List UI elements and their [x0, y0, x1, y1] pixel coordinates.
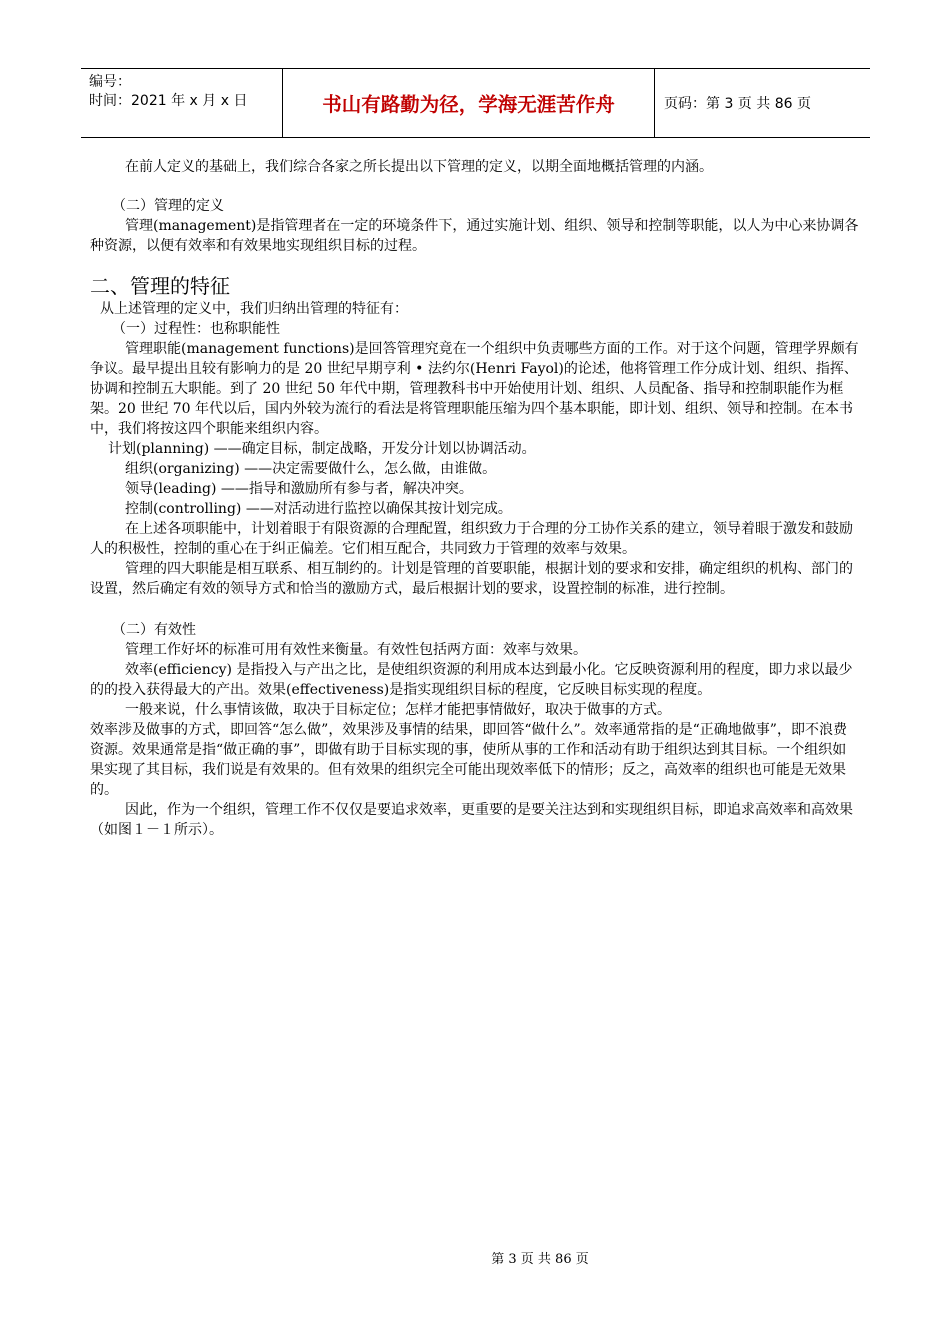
paragraph-efficiency: 效率(efficiency) 是指投入与产出之比，是使组织资源的利用成本达到最小化。它反映资源利用的程度，即力求以最少的的投入获得最大的产出。效果(effectiveness)是指实现组织目标的程度，它反映目标实现的程度。: [90, 662, 853, 698]
header-page-info: 页码：第 3 页 共 86 页: [664, 96, 811, 112]
paragraph-relations: 管理的四大职能是相互联系、相互制约的。计划是管理的首要职能，根据计划的要求和安排，确定组织的机构、部门的设置，然后确定有效的领导方式和恰当的激励方式，最后根据计划的要求，设置控制的标准，进行控制。: [90, 561, 853, 597]
document-body: [90, 157, 860, 840]
paragraph-features-intro: 从上述管理的定义中，我们归纳出管理的特征有：: [100, 301, 408, 317]
header-motto: 书山有路勤为径，学海无涯苦作舟: [283, 69, 655, 137]
paragraph-roles: 在上述各项职能中，计划着眼于有限资源的合理配置，组织致力于合理的分工协作关系的建立，领导着眼于激发和鼓励人的积极性，控制的重心在于纠正偏差。它们相互配合，共同致力于管理的效率与效果。: [90, 521, 853, 557]
paragraph-comparison: 效率涉及做事的方式，即回答“怎么做”，效果涉及事情的结果，即回答“做什么”。效率通常指的是“正确地做事”，即不浪费资源。效果通常是指“做正确的事”，即做有助于目标实现的事，使所从事的工作和活动有助于组织达到其目标。一个组织如果实现了其目标，我们说是有效果的。但有效果的组织完全可能出现效率低下的情形；反之，高效率的组织也可能是无效果的。: [90, 722, 847, 798]
header-meta: [81, 69, 283, 137]
section-heading: 二、管理的特征: [90, 274, 230, 298]
paragraph-definition: 管理(management)是指管理者在一定的环境条件下，通过实施计划、组织、领导和控制等职能，以人为中心来协调各种资源，以便有效率和有效果地实现组织目标的过程。: [90, 218, 859, 254]
function-leading: 领导(leading) ——指导和激励所有参与者，解决冲突。: [125, 481, 473, 497]
date-label: 时间：2021 年 x 月 x 日: [89, 93, 248, 109]
paragraph-functions: 管理职能(management functions)是回答管理究竟在一个组织中负责哪些方面的工作。对于这个问题，管理学界颇有争议。最早提出且较有影响力的是 20 世纪早期亨利 • 法约尔(Henri Fayol)的论述，他将管理工作分成计划、组织、指挥、协调和控制五大职能。到了 20 世纪 50 年代中期，管理教科书中开始使用计划、组织、人员配备、指导和控制职能作为框架。20 世纪 70 年代以后，国内外较为流行的看法是将管理职能压缩为四个基本职能，即计划、组织、领导和控制。在本书中，我们将按这四个职能来组织内容。: [90, 341, 859, 437]
function-controlling: 控制(controlling) ——对活动进行监控以确保其按计划完成。: [125, 501, 512, 517]
paragraph-conclusion: 因此，作为一个组织，管理工作不仅仅是要追求效率，更重要的是要关注达到和实现组织目标，即追求高效率和高效果（如图１－１所示）。: [90, 802, 853, 838]
paragraph-general: 一般来说，什么事情该做，取决于目标定位；怎样才能把事情做好，取决于做事的方式。: [125, 702, 671, 718]
paragraph-intro: 在前人定义的基础上，我们综合各家之所长提出以下管理的定义，以期全面地概括管理的内涵。: [125, 159, 713, 175]
subheading-effectiveness: （二）有效性: [112, 622, 196, 638]
page-header: [81, 68, 870, 138]
function-planning: 计划(planning) ——确定目标，制定战略，开发分计划以协调活动。: [108, 441, 536, 457]
page-footer: 第 3 页 共 86 页: [491, 1252, 589, 1267]
function-organizing: 组织(organizing) ——决定需要做什么，怎么做，由谁做。: [125, 461, 497, 477]
subheading-process: （一）过程性：也称职能性: [112, 321, 280, 337]
subheading-definition: （二）管理的定义: [112, 198, 224, 214]
number-label: 编号：: [89, 74, 131, 90]
paragraph-effectiveness-intro: 管理工作好坏的标准可用有效性来衡量。有效性包括两方面：效率与效果。: [125, 642, 587, 658]
